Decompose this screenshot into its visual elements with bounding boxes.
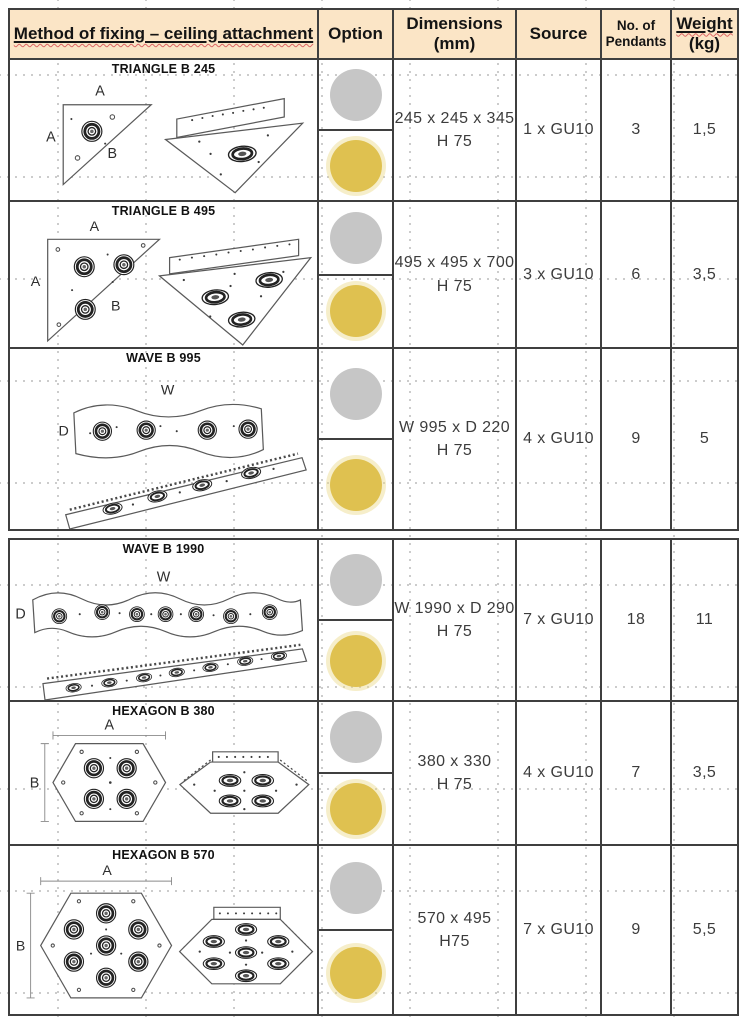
option-cell — [317, 846, 392, 1014]
dimensions-line2: H 75 — [436, 776, 473, 793]
fixture-drawing-hexagon-570 — [10, 863, 317, 1014]
fixture-cell — [10, 540, 317, 700]
spec-table-top — [8, 8, 739, 531]
dimensions-line1: 570 x 495 — [417, 909, 492, 927]
dimensions-line1: 495 x 495 x 700 — [394, 254, 515, 272]
option-cell — [317, 202, 392, 347]
dimensions-line2: H75 — [439, 933, 470, 950]
source-cell: 1 x GU10 — [515, 60, 600, 200]
fixture-name: TRIANGLE B 245 — [111, 62, 216, 76]
option-silver — [319, 702, 392, 774]
fixture-name: HEXAGON B 380 — [112, 704, 215, 718]
dimensions-cell — [392, 846, 515, 1014]
table-row — [10, 58, 737, 200]
dim-label-diag: B — [107, 145, 118, 162]
option-cell — [317, 702, 392, 844]
dimensions-cell — [392, 540, 515, 700]
dim-label-top: A — [104, 719, 115, 734]
dimensions-line2: H 75 — [436, 133, 473, 150]
dim-label-left: D — [15, 606, 26, 623]
header-weight-line2: (kg) — [688, 34, 721, 53]
option-gold — [319, 276, 392, 348]
dimensions-line1: W 1990 x D 290 — [394, 599, 515, 617]
weight-cell: 3,5 — [670, 202, 737, 347]
silver-swatch — [330, 69, 382, 121]
spec-table-bottom — [8, 538, 739, 1016]
fixture-cell — [10, 846, 317, 1014]
header-pendants — [600, 10, 670, 58]
header-method — [10, 10, 317, 58]
header-method-label: Method of fixing – ceiling attachment — [13, 23, 314, 43]
dim-label-top: A — [102, 863, 112, 879]
option-cell — [317, 540, 392, 700]
table-row — [10, 844, 737, 1014]
source-cell: 3 x GU10 — [515, 202, 600, 347]
table-row — [10, 540, 737, 700]
fixture-drawing-hexagon-380 — [10, 719, 317, 844]
silver-swatch — [330, 862, 382, 914]
dimensions-line2: H 75 — [436, 277, 473, 295]
fixture-cell — [10, 702, 317, 844]
pendants-cell: 7 — [600, 702, 670, 844]
pendants-cell: 9 — [600, 846, 670, 1014]
table-row — [10, 700, 737, 844]
gold-swatch — [330, 783, 382, 835]
weight-cell: 11 — [670, 540, 737, 700]
pendants-cell: 9 — [600, 349, 670, 529]
table-row — [10, 347, 737, 529]
dim-label-top: A — [95, 83, 105, 100]
dimensions-line2: H 75 — [436, 623, 473, 640]
option-cell — [317, 349, 392, 529]
dimensions-line1: W 995 x D 220 — [398, 418, 511, 436]
silver-swatch — [330, 554, 382, 606]
dim-label-left: A — [30, 274, 41, 291]
dimensions-cell — [392, 349, 515, 529]
option-silver — [319, 349, 392, 440]
option-gold — [319, 131, 392, 200]
option-silver — [319, 846, 392, 931]
dim-label-top: W — [156, 569, 171, 586]
option-silver — [319, 202, 392, 276]
weight-cell: 5,5 — [670, 846, 737, 1014]
dimensions-cell — [392, 702, 515, 844]
table-row — [10, 200, 737, 347]
silver-swatch — [330, 212, 382, 264]
header-pendants-line1: No. of — [616, 17, 656, 33]
header-dimensions-line1: Dimensions — [406, 13, 503, 33]
fixture-drawing-triangle-495 — [10, 219, 317, 347]
header-pendants-line2: Pendants — [605, 34, 667, 49]
source-cell: 4 x GU10 — [515, 702, 600, 844]
gold-swatch — [330, 635, 382, 687]
fixture-drawing-wave-1990 — [10, 557, 317, 700]
pendants-cell: 6 — [600, 202, 670, 347]
source-cell: 7 x GU10 — [515, 846, 600, 1014]
dim-label-top: W — [160, 382, 175, 399]
option-gold — [319, 621, 392, 700]
fixture-drawing-triangle-245 — [10, 77, 317, 200]
gold-swatch — [330, 459, 382, 511]
dimensions-cell — [392, 202, 515, 347]
gold-swatch — [330, 140, 382, 192]
source-cell: 4 x GU10 — [515, 349, 600, 529]
fixture-drawing-wave-995 — [10, 366, 317, 529]
fixture-cell — [10, 202, 317, 347]
header-weight — [670, 10, 737, 58]
header-dimensions — [392, 10, 515, 58]
silver-swatch — [330, 711, 382, 763]
fixture-name: HEXAGON B 570 — [112, 848, 215, 862]
dim-label-left: B — [15, 937, 26, 954]
fixture-name: WAVE B 1990 — [122, 542, 205, 556]
dimensions-line2: H 75 — [436, 442, 473, 459]
fixture-name: WAVE B 995 — [126, 351, 201, 365]
gold-swatch — [330, 285, 382, 337]
option-silver — [319, 540, 392, 621]
dim-label-left: A — [46, 129, 56, 146]
silver-swatch — [330, 368, 382, 420]
fixture-name: TRIANGLE B 495 — [111, 204, 216, 218]
gold-swatch — [330, 947, 382, 999]
fixture-cell — [10, 349, 317, 529]
header-option — [317, 10, 392, 58]
dimensions-line1: 380 x 330 — [417, 752, 492, 770]
dim-label-top: A — [89, 219, 100, 236]
option-cell — [317, 60, 392, 200]
fixture-cell — [10, 60, 317, 200]
header-source-label: Source — [529, 23, 588, 43]
source-cell: 7 x GU10 — [515, 540, 600, 700]
option-silver — [319, 60, 392, 131]
dim-label-left: B — [29, 775, 40, 792]
option-gold — [319, 440, 392, 529]
weight-cell: 1,5 — [670, 60, 737, 200]
option-gold — [319, 931, 392, 1014]
header-weight-line1: Weight — [676, 13, 733, 33]
dimensions-line1: 245 x 245 x 345 — [394, 109, 515, 127]
pendants-cell: 3 — [600, 60, 670, 200]
dim-label-left: D — [58, 423, 69, 440]
option-gold — [319, 774, 392, 844]
pendants-cell: 18 — [600, 540, 670, 700]
header-option-label: Option — [328, 23, 383, 43]
header-source — [515, 10, 600, 58]
table-header-row — [10, 10, 737, 58]
weight-cell: 5 — [670, 349, 737, 529]
dimensions-cell — [392, 60, 515, 200]
dim-label-diag: B — [111, 298, 121, 315]
weight-cell: 3,5 — [670, 702, 737, 844]
header-dimensions-line2: (mm) — [433, 34, 476, 53]
